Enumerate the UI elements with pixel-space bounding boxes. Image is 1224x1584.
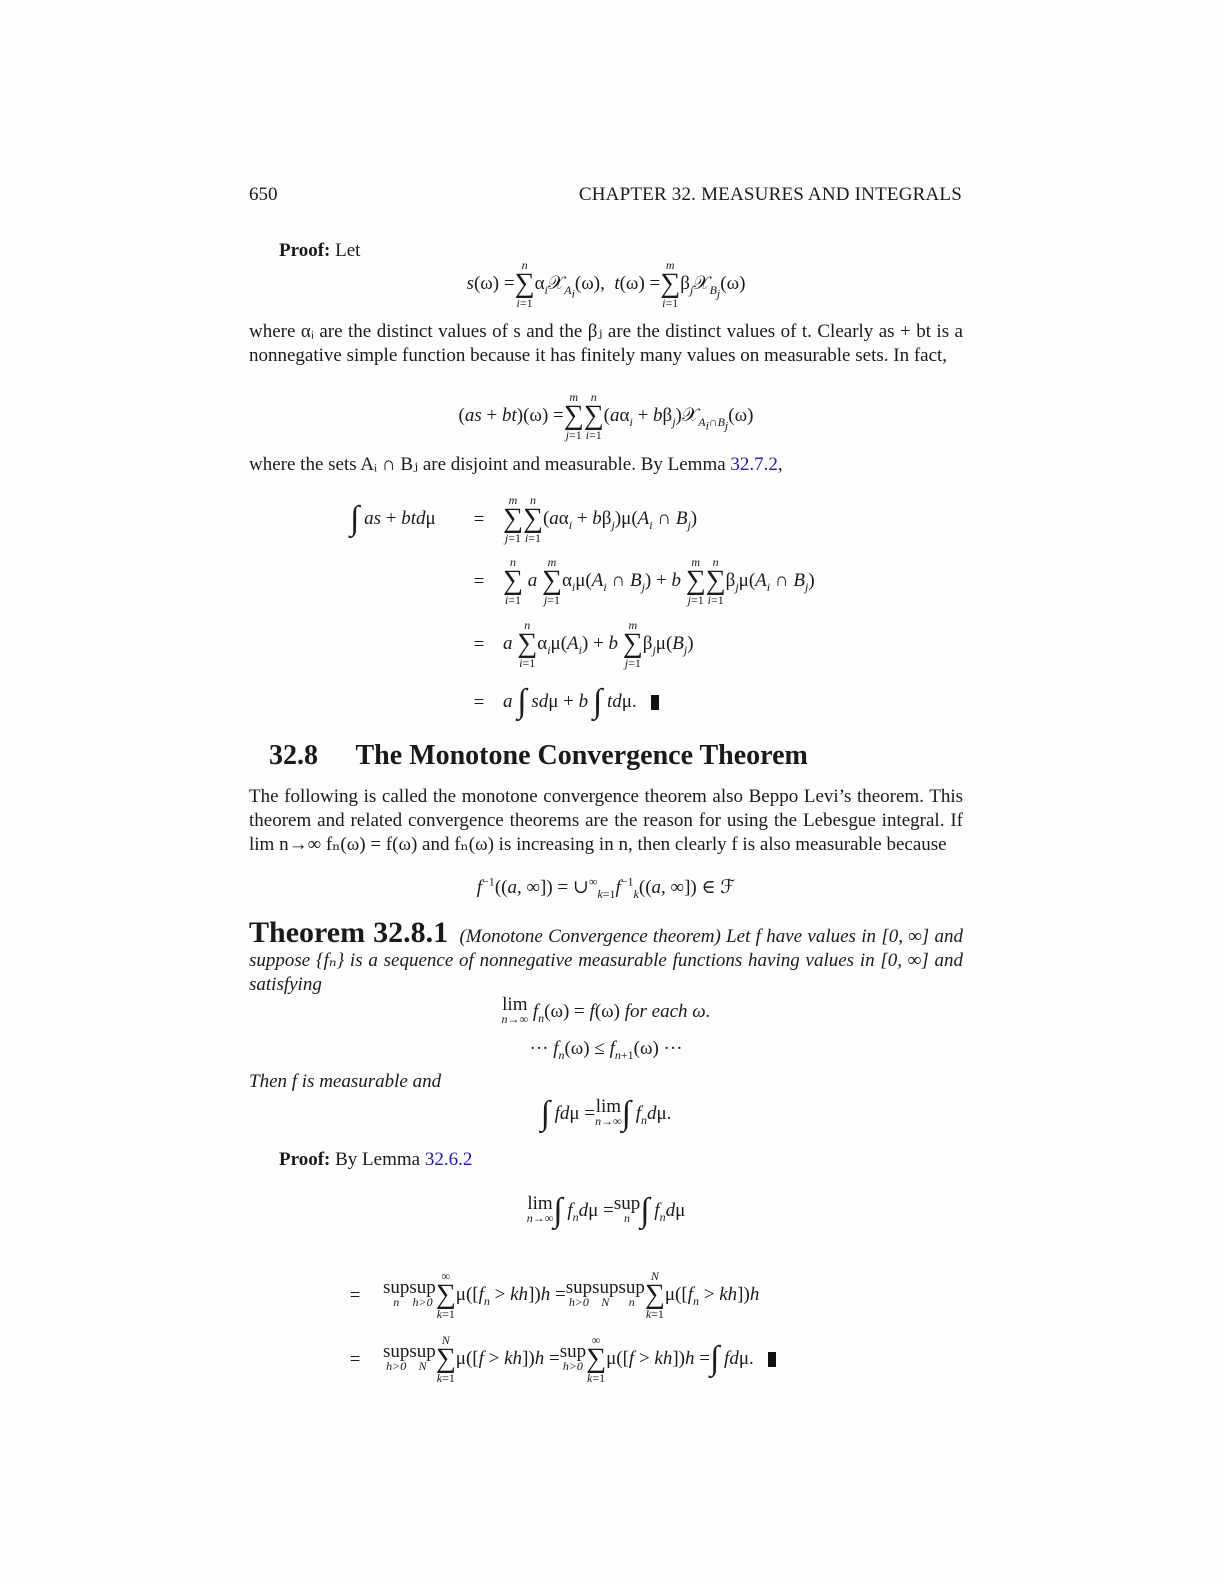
- theorem-then-text: Then f is measurable and: [249, 1071, 442, 1092]
- section-title: The Monotone Convergence Theorem: [355, 740, 808, 771]
- equation-mct: ∫ fdμ = lim n→∞ ∫ $f_nd\mu$.: [540, 1095, 672, 1132]
- equals-sign: =: [349, 1349, 361, 1370]
- for-each-text: for each ω.: [624, 1001, 711, 1022]
- theorem-label: Theorem 32.8.1: [249, 916, 449, 949]
- section-heading: [269, 740, 808, 772]
- proof-paragraph-2-end: ,: [777, 454, 783, 475]
- theorem-block: [249, 918, 963, 997]
- section-intro: The following is called the monotone convergence theorem also Beppo Levi’s theorem. This theorem and related convergence theorems are the reason for using the Lebesgue integral. If lim n→∞ fₙ(ω) = f(ω) and fₙ(ω) is increasing in n, then clearly f is also measurable because: [249, 786, 963, 855]
- equation-limit: lim n→∞ $f_n(\omega) = f(\omega)$ for each ω.: [501, 994, 711, 1026]
- equation-preimage: $f^{-1}((a$, ∞]) = $\cup^\infty_{k=1}f^{-1}_k((a$, ∞]) ∈ ℱ: [476, 874, 736, 901]
- equation-as-bt: (as + bt)(ω) = m ∑ j=1 n ∑ i=1 ($a\alpha_i$ + $b\beta_j)𝒳_{A_i\cap B_j}(\omega)$: [458, 390, 754, 442]
- equation-s-t: s(ω) = n ∑ i=1 $\alpha_i𝒳_{A_i}(\omega)$, t(ω) = m ∑ i=1 $\beta_j𝒳_{B_j}(\omega)$: [466, 258, 746, 310]
- running-header: CHAPTER 32. MEASURES AND INTEGRALS: [578, 184, 962, 205]
- equation-lim-sup: lim n→∞ ∫ $f_nd\mu$ = sup n ∫ $f_nd\mu$: [526, 1192, 686, 1229]
- proof-label: Proof:: [279, 240, 331, 261]
- equation-line-3: a n ∑ i=1 $\alpha_i\mu(A_i) + b$ m ∑ j=1 $\beta_j\mu(B_j)$: [503, 618, 694, 670]
- proof-lead-text: Let: [335, 240, 361, 261]
- equals-sign: =: [473, 571, 485, 592]
- theorem-statement: (Monotone Convergence theorem) Let f have values in [0, ∞] and suppose {fₙ} is a sequence of nonnegative measurable functions having values in [0, ∞] and satisfying: [249, 926, 963, 995]
- integral-lhs: ∫ as + btdμ: [350, 500, 436, 537]
- proof-paragraph-1: where αᵢ are the distinct values of s and the βⱼ are the distinct values of t. Clearly as + bt is a nonnegative simple function because it has finitely many values on measurable sets. In fact,: [249, 321, 963, 366]
- equation-line-4: a ∫ sdμ + b ∫ tdμ.: [503, 678, 659, 726]
- proof-paragraph-2: [249, 453, 963, 477]
- equation-sup-line-1: sup n sup h>0 ∞ ∑ k=1 $\mu([f_n > kh])h$ = sup h>0 sup N sup n N ∑ k=1 $\mu([f_n > kh])h$: [383, 1269, 760, 1321]
- equals-sign: =: [473, 692, 485, 713]
- proof2-lead: [279, 1149, 472, 1171]
- equals-sign: =: [349, 1285, 361, 1306]
- lemma-link-32-6-2[interactable]: 32.6.2: [424, 1149, 473, 1170]
- equation-line-1: m ∑ j=1 n ∑ i=1 $(a\alpha_i + b\beta_j)\mu(A_i$ ∩ $B_j$): [503, 493, 698, 545]
- lemma-link-32-7-2[interactable]: 32.7.2: [730, 454, 778, 475]
- qed-mark: [768, 1352, 776, 1367]
- equation-increasing: ··· $f_n(\omega) \le f_{n+1}(\omega)$ ···: [529, 1038, 683, 1062]
- proof2-text: By Lemma: [335, 1149, 421, 1170]
- equation-line-2: n ∑ i=1 a m ∑ j=1 $\alpha_i\mu(A_i$ ∩ $B_j) + b$ m ∑ j=1 n ∑ i=1 $\beta_j\mu(A_i$ ∩ $B_j$): [503, 555, 815, 607]
- equation-sup-line-2: sup h>0 sup N N ∑ k=1 μ([f > kh])h = sup h>0 ∞ ∑ k=1 μ([f > kh])h = ∫ fdμ.: [383, 1335, 776, 1383]
- page-number: 650: [249, 184, 278, 205]
- proof-paragraph-2-text: where the sets Aᵢ ∩ Bⱼ are disjoint and measurable. By Lemma: [249, 454, 726, 475]
- proof2-label: Proof:: [279, 1149, 331, 1170]
- equals-sign: =: [473, 634, 485, 655]
- section-number: 32.8: [269, 740, 318, 771]
- equals-sign: =: [473, 509, 485, 530]
- qed-mark: [651, 695, 659, 710]
